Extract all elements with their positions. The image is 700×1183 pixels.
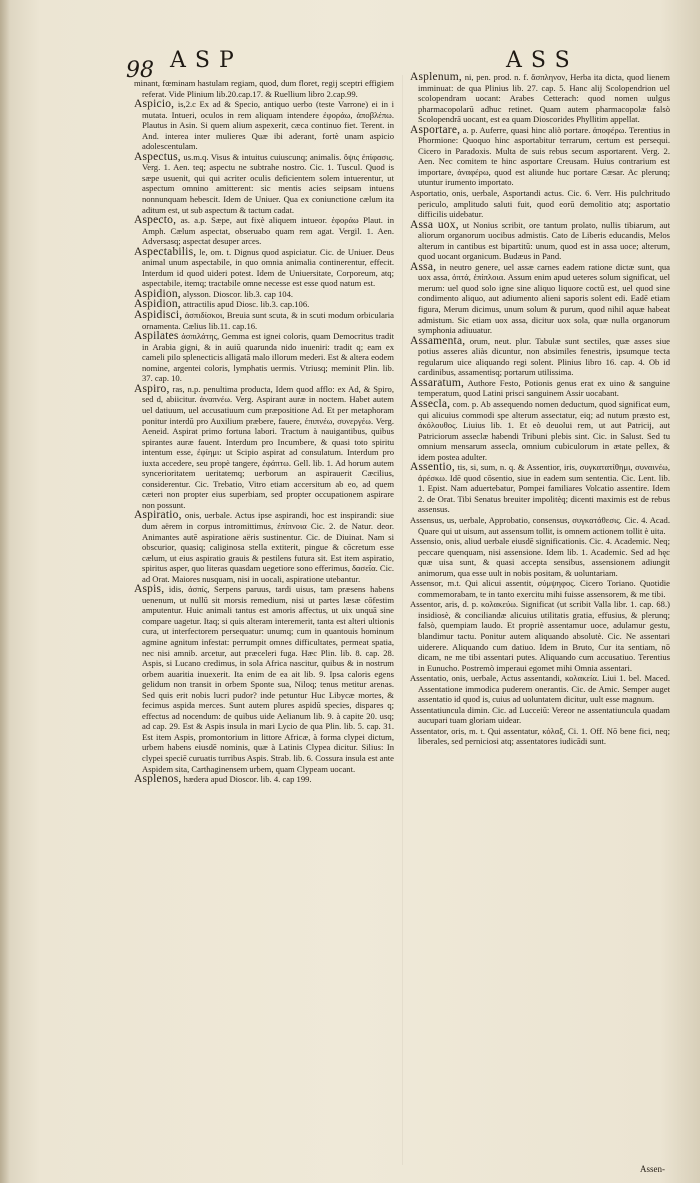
entry-headword: Assamenta,: [410, 334, 466, 347]
entry-text: Assentator, oris, m. t. Qui assentatur, κόλαξ, Ci. 1. Off. Nō bene fici, neq; liberales, sed perniciosi atq; assentatores iudicādi sunt.: [410, 725, 670, 747]
dictionary-entry: [134, 774, 394, 785]
entry-text: orum, neut. plur. Tabulæ sunt sectiles, quæ asses siue potius asseres aliàs dicuntur, non absimiles fenestris, ipsumque tecta regularum uice aliquando regi solent. Plinius libro 16. cap. 4. Ob id cardinibus, assamentisq; portarum utilissima.: [418, 335, 670, 378]
entry-text: minant, fœminam hastulam regiam, quod, dum floret, regij sceptri effigiem referat. Vide Plinium lib.20.cap.17. & Ruellium libro 2.cap.99.: [134, 78, 394, 99]
entry-text: in neutro genere, uel assæ carnes eadem ratione dictæ sunt, qua uox assa, ὀπτά, ἐπίπλοια. Assum enim apud ueteres solum significat, uel merum: uel quod solo igne sine aliquo liquore coctū est, uel quod sine condimento aliquo, aut adiumento alieni saporis solent edi. Eadē etiam figura, Merum dicimus, unum solum & purum, quod nihil aquæ habeat admistum. Sic etiam uox assa, dicitur uox sola, quæ nulla organorum symphonia adiuuatur.: [418, 261, 670, 336]
entry-headword: Aspiro,: [134, 382, 170, 395]
entry-headword: Aspilates: [134, 330, 179, 343]
entry-headword: Assa uox,: [410, 218, 459, 231]
dictionary-entry: [410, 399, 670, 462]
entry-headword: Assentio,: [410, 461, 455, 474]
entry-headword: Asplenos,: [134, 773, 182, 786]
dictionary-entry: [410, 578, 670, 599]
entry-headword: Aspidion,: [134, 298, 181, 311]
entry-text: ut Nonius scribit, ore tantum prolato, nullis tibiarum, aut aliorum organorum uocibus admistis. Cato de Liberis educandis, Melos alterum in cantibus est bipartitū: unum, quod est in assa uoce; alterum, quod uocant organicum. Budæus in Pand.: [418, 219, 670, 262]
dictionary-entry: [134, 331, 394, 384]
entry-headword: Aspicio,: [134, 98, 175, 111]
entry-text: as. a.p. Sæpe, aut fixè aliquem intueor. ἐφοράω Plaut. in Amph. Cælum aspectat, obseruabo quam rem agat. Vergil. 1. Aen. Adversasq; aspectat desuper arces.: [142, 215, 394, 247]
entry-headword: Assecla,: [410, 397, 451, 410]
dictionary-entry: [410, 462, 670, 515]
dictionary-entry: [410, 705, 670, 726]
page-number: 98: [126, 58, 154, 83]
dictionary-entry: [134, 310, 394, 331]
dictionary-entry: [134, 247, 394, 289]
entry-text: Authore Festo, Potionis genus erat ex uino & sanguine temperatum, quod Latini prisci sanguinem Assir uocabant.: [418, 377, 670, 399]
running-head-right: ASS: [506, 48, 579, 73]
entry-text: a. p. Auferre, quasi hinc aliò portare. ἀποφέρω. Terentius in Phormione: Quoquo hinc asportabitur terrarum, certum est persequi. Cicero in Paradoxis. Multa de suis rebus secum asportarent. Verg. 2. Aen. Nec comitem te hinc asportare Creusam. Huius contrarium est importare, ἀναφέρω, quod est aliunde huc portare Cæsar. Ac plerunq; utuntur irumento importato.: [418, 124, 670, 188]
dictionary-entry: [134, 215, 394, 247]
dictionary-entry: [410, 726, 670, 747]
entry-text: onis, uerbale. Actus ipse aspirandi, hoc est inspirandi: siue dum aërem in corpus intromittimus, ἐπίπνοια Cic. 2. de Natur. deor. Animantes autē aspiratione aëris sustinentur. Cic. de Diuinat. Nam si obscurior, quasiq; caliginosa stella extiterit, pingue & cōcretum esse cælum, ut eius aspiratio grauis & pestilens futura sit. Est item aspiratio, spiritus asper, quo literas quasdam uegetiore sono efferimus, δασεῖα. Cic. ad Orat. Maiores nusquam, nisi in uocali, aspiratione utebantur.: [142, 510, 394, 584]
dictionary-entry: [410, 673, 670, 705]
entry-text: ἀσπιδίσκοι, Breuia sunt scuta, & in scuti modum orbicularia ornamenta. Cælius lib.11. cap.16.: [142, 310, 394, 331]
entry-text: Assensor, m.t. Qui alicui assentit, σύμψηφος. Cicero Toriano. Quotidie commemorabam, te in tanto exercitu mihi fuisse assensorem, & me tibi.: [410, 578, 670, 599]
entry-text: Assentatiuncula dimin. Cic. ad Lucceiū: Vereor ne assentatiuncula quadam aucupari tuam gloriam uidear.: [410, 704, 670, 726]
right-column: [410, 72, 670, 1167]
entry-text: ras, n.p. penultima producta, Idem quod afflo: ex Ad, & Spiro, sed d, abiicitur. ἀναπνέω. Verg. Aspirant auræ in noctem. Habet autem uel datiuum, uel accusatiuum cum præpositione Ad. Et per metaphoram ponitur interdū pro Auxilium præbere, fauere, ἐπιπνέω, συνεργέω. Verg. Aeneid. Aspirat primo fortuna labori. Tractum à nauigantibus, quibus spirantes auræ fauent. Interdum pro Incumbere, & quasi toto spiritu intentum esse, ἐφίημι: ut Scipio aspirat ad consulatum. Interdum pro iuxta accedere, seu propè tangere, ἐφάπτω. Gell. lib. 1. Ad horum autem syncerioritatem ueritatemq; uerborum an aspirauerit Cæcilius, considerentur. Cic. Trebatio, Vitro etiam accersitum ab eo, ad quem cæteri non propter eius superbiam, sed propter occupationem aspirare non possunt.: [142, 383, 394, 510]
dictionary-entry: [134, 99, 394, 152]
dictionary-entry: [410, 599, 670, 673]
entry-headword: Assa,: [410, 260, 437, 273]
gutter-shadow: [0, 0, 10, 1183]
dictionary-entry: [410, 220, 670, 262]
catchword: Assen-: [640, 1164, 665, 1174]
entry-text: attractilis apud Diosc. lib.3. cap.106.: [183, 299, 310, 310]
entry-headword: Aspecto,: [134, 214, 177, 227]
entry-text: alysson. Dioscor. lib.3. cap 104.: [183, 288, 294, 299]
entry-text: Assentatio, onis, uerbale, Actus assentandi, κολακεία. Liui 1. bel. Maced. Assentatione immodica puderem onerantis. Cic. de Amic. Semper auget assentatio id quod is, cuius ad uoluntatem dicitur, uult esse magnum.: [410, 673, 670, 705]
dictionary-entry: [134, 384, 394, 511]
dictionary-entry: [410, 188, 670, 220]
entry-headword: Asplenum,: [410, 72, 462, 83]
entry-headword: Aspectabilis,: [134, 245, 197, 258]
entry-headword: Aspidion,: [134, 287, 181, 300]
entry-headword: Aspidisci,: [134, 309, 183, 322]
entry-headword: Assaratum,: [410, 376, 465, 389]
dictionary-entry: [410, 536, 670, 578]
entry-text: Asportatio, onis, uerbale, Asportandi actus. Cic. 6. Verr. His pulchritudo periculo, amplitudo saluti fuit, quod eorū demolitio atq; asportatio difficilis uidebatur.: [410, 188, 670, 220]
running-head-left: ASP: [170, 48, 243, 73]
left-column: [134, 78, 394, 1173]
dictionary-entry: [134, 510, 394, 584]
entry-text: Assensio, onis, aliud uerbale eiusdē significationis. Cic. 4. Academic. Neq; peccare quenquam, nisi assensione. Idem lib. 1. Academic. Sed ad hęc quæ uisa sunt, & quasi accepta sensibus, assensionem adiungit animorum, qua esse uult in nobis positam, & uoluntariam.: [410, 536, 670, 578]
entry-headword: Aspiratio,: [134, 509, 182, 522]
entry-text: is,2.c Ex ad & Specio, antiquo uerbo (teste Varrone) ei in i mutata. Intueri, oculos in rem aliquam intendere ἐφοράω, ἀποβλέπω. Plautus in Asin. Si quem alium aspexerit, cæca continuo fiet. Terent. in And. interea inter mulieres Quæ ibi aderant, fortè unam aspicio adolescentulam.: [142, 99, 394, 152]
dictionary-entry: [134, 78, 394, 99]
entry-text: Assensus, us, uerbale, Approbatio, consensus, συγκατάθεσις. Cic. 4. Acad. Quare qui ut uisum, aut assensum tollit, is omnem actionem tollit è uita.: [410, 514, 670, 536]
entry-text: tis, si, sum, n. q. & Assentior, iris, συγκατατίθημι, συναινέω, ἀρέσκω. Idē quod cōsentio, siue in eadem sum sententia. Cic. Lent. lib. 1. Epist. Nam aduertebatur, Pompei familiares Volcatio assentire. Idem 2. de Orat. Tibi Senatus breuiter impolitèq; dicenti maximis est de rebus assensus.: [418, 462, 670, 515]
entry-text: ἀσπιλάτης, Gemma est ignei coloris, quam Democritus tradit in Arabia gigni, & in auiū quarunda nido inueniri: tradit q; eam ex cameli pilo splenecticis alligatā malo illorum mederi. Est & altera eodem nomine, argentei coloris, lymphatis uermis. Vtriusq; meminit Plin. lib. 37. cap. 10.: [142, 331, 394, 384]
entry-text: com. p. Ab assequendo nomen deductum, quod significat eum, qui alicuius commodi spe alterum assectatur, eiq; ad nutum præsto est, ἀκόλουθος. Liuius lib. 1. Et eò deuolui rem, ut aut Patricij, aut Patriciorum asseclæ habendi Tribuni plebis sint. Cic. in Salust. Sed tu omnium mensarum assecla, omnium cubiculorum in ætate pellex, & idem postea adulter.: [418, 398, 670, 462]
dictionary-entry: [410, 72, 670, 125]
entry-headword: Asportare,: [410, 123, 461, 136]
entry-text: idis, ἀσπίς, Serpens paruus, tardi uisus, tam præsens habens uenenum, ut nullū sit morsis remedium, nisi ut partes læsæ cōfestim amputentur. Huic animali tantus est amoris affectus, ut uix unquā sine compare uagetur. Itaq; si quis alteram interemerit, tanta est alteri ultionis cura, ut interfectorem persequatur: unumq; cum in quantouis hominum agmine agnitum infestat: perrumpit omnes difficultates, permeat spatia, nec nisi amnib. arcetur, aut præceleri fuga. Hæc Plin. lib. 8. cap. 28. Aspis, si Lucano credimus, in sola Africa nascitur, quibus & in nostrum orbem auaritia inuexerit. Ita enim de ea ait lib. 9. Ipsa caloris egens gelidum non transit in orbem Sponte sua, Niloq; tenus metitur arenas. Sed quis erit nobis lucri pudor? inde petuntur Huc Libycæ mortes, & fecimus aspida merces. Sunt autem plures aspidū species, dispares q; effectus ad nocendum: de quibus uide Aelianum lib. 9. à capite 20. usq; ad cap. 29. Est & Aspis insula in mari Lycio de qua Plin. lib. 5. cap. 31. Est item Aspis, promontorium in littore Africæ, à forma clypei dictum, urbem habens eiusdē nominis, quæ à Latinis Clypea dicitur. Silius: In clypei speciē curuatis turribus Aspis. Strab. lib. 6. Cossura insula est ante Aspidem sita, Carthaginensem urbem, quam Clypeam uocant.: [142, 584, 394, 774]
entry-text: ni, pen. prod. n. f. ἄσπληνον, Herba ita dicta, quod lienem imminuat: de qua Plinius lib. 27. cap. 5. Hanc alij Scolopendrion uel scolopendram uocant: Arabes Cetterach: quod nomen uulgus pharmacopolarū adhuc retinet. Quam autem pharmacopolæ falsò Scolopendrā uocant, est ea quam Dioscorides Phyllitim appellat.: [418, 72, 670, 125]
column-divider: [402, 75, 403, 1165]
entry-text: us.m.q. Visus & intuitus cuiuscunq; animalis. ὄψις ἐπίφασις. Verg. 1. Aen. teq; aspectu ne subtrahe nostro. Cic. 1. Tuscul. Quod is sæpe usuenit, qui qui acriter oculis deficientem solem intuerentur, ut aspectum omnino amitterent: sic mentis acies seipsam intuens nonnunquam hebescit. Idem de Uniuer. Qua ex coniunctione cælum ita aditum est, ut sub aspectum & tactum cadat.: [142, 151, 394, 215]
entry-headword: Aspectus,: [134, 150, 181, 163]
dictionary-entry: [410, 262, 670, 336]
dictionary-entry: [134, 584, 394, 774]
dictionary-entry: [134, 152, 394, 215]
entry-text: Assentor, aris, d. p. κολακεύω. Significat (ut scribit Valla libr. 1. cap. 68.) insidiosè, & conciliandæ alicuius utilitatis gratia, effusius, & plerunq; falsò, quempiam laudo. Et propriè assentamur uoce, adulamur gestu, blandimur tactu. Ponitur autem aliquando absolutè. Cic. Ne assentari uiderere. Aliquando cum datiuo. Idem in Bruto, Cur ita sentiam, nō dicam, ne me tibi assentari putes. Aliquando cum accusatiuo. Terentius in Eunucho. Postremò imperaui egomet mihi Omnia assentari.: [410, 599, 670, 673]
dictionary-entry: [410, 336, 670, 378]
dictionary-entry: [410, 125, 670, 188]
entry-headword: Aspis,: [134, 583, 165, 596]
dictionary-entry: [410, 515, 670, 536]
entry-text: hædera apud Dioscor. lib. 4. cap 199.: [183, 774, 312, 785]
entry-text: le, om. t. Dignus quod aspiciatur. Cic. de Uniuer. Deus animal unum aspectabile, in quo omnia animalia continerentur, effecit. Interdum id quod uideri potest. Idem de Uniuersitate, Corporeum, atq; aspectabile, itemq; tractabile omne necesse est esse quod natum est.: [142, 246, 394, 289]
dictionary-entry: [410, 378, 670, 399]
